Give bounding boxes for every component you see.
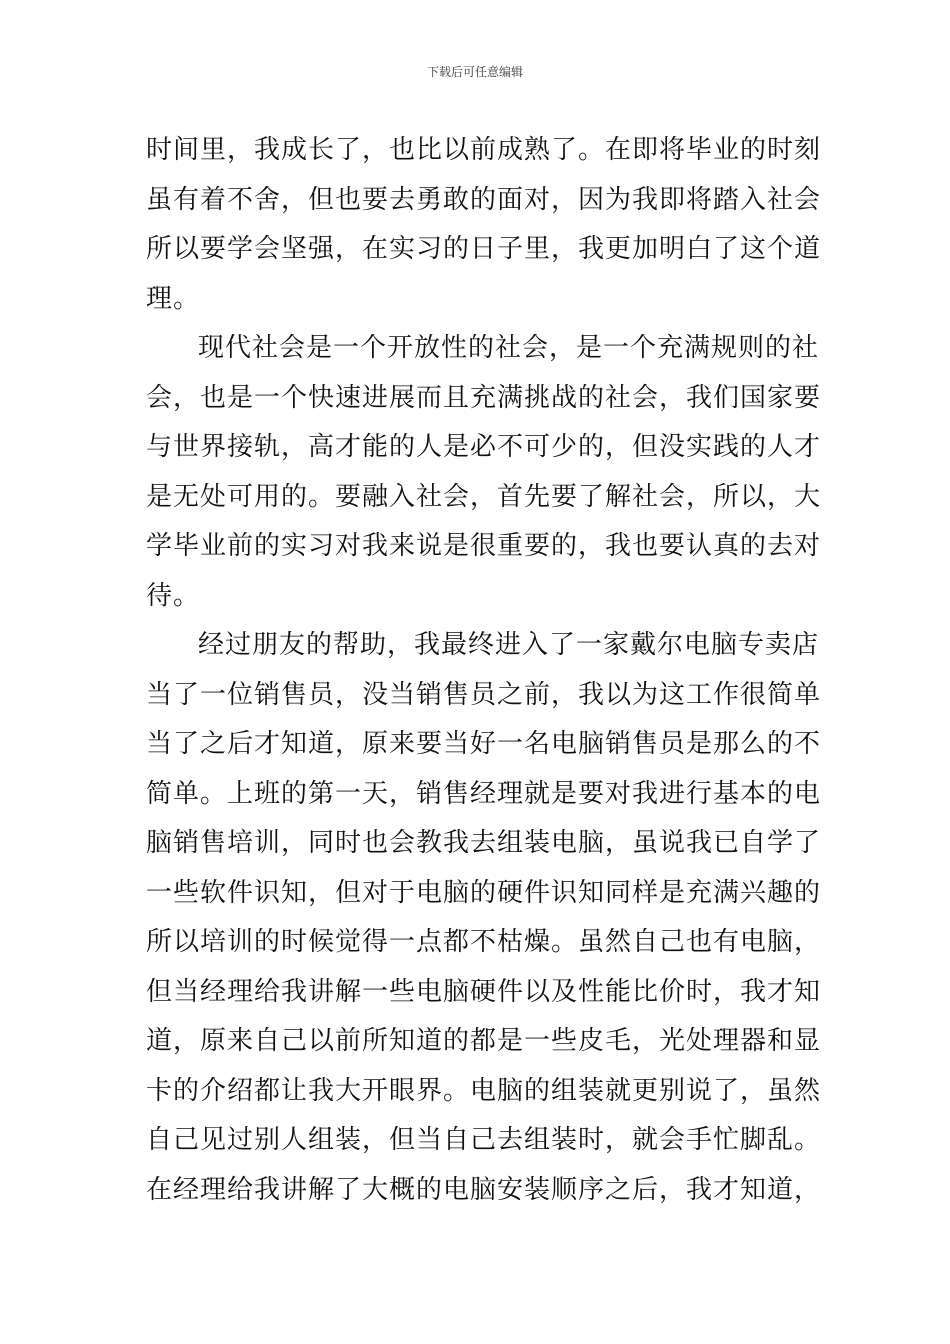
text-line: 脑销售培训，同时也会教我去组装电脑，虽说我已自学了 [146,828,822,858]
text-line: 待。 [146,580,201,611]
text-line: 在经理给我讲解了大概的电脑安装顺序之后，我才知道， [146,1174,822,1205]
text-line: 道，原来自己以前所知道的都是一些皮毛，光处理器和显 [146,1026,822,1056]
text-line: 当了一位销售员，没当销售员之前，我以为这工作很简单 [146,679,822,710]
text-line: 但当经理给我讲解一些电脑硬件以及性能比价时，我才知 [146,976,822,1007]
paragraph-first-line: 现代社会是一个开放性的社会，是一个充满规则的社 [198,333,820,363]
page-header: 下载后可任意编辑 [426,65,523,79]
text-line: 虽有着不舍，但也要去勇敢的面对，因为我即将踏入社会 [146,184,822,215]
text-line: 会，也是一个快速进展而且充满挑战的社会，我们国家要 [146,382,822,413]
text-line: 当了之后才知道，原来要当好一名电脑销售员是那么的不 [146,729,822,759]
paragraph-first-line: 经过朋友的帮助，我最终进入了一家戴尔电脑专卖店 [198,630,820,660]
text-line: 学毕业前的实习对我来说是很重要的，我也要认真的去对 [146,531,822,561]
text-line: 简单。上班的第一天，销售经理就是要对我进行基本的电 [146,778,822,809]
text-line: 所以培训的时候觉得一点都不枯燥。虽然自己也有电脑， [146,927,822,957]
body-text [146,126,822,1215]
text-line: 卡的介绍都让我大开眼界。电脑的组装就更别说了，虽然 [146,1075,822,1106]
text-line: 所以要学会坚强，在实习的日子里，我更加明白了这个道 [146,234,822,264]
text-line: 是无处可用的。要融入社会，首先要了解社会，所以，大 [146,481,822,512]
text-line: 一些软件识知，但对于电脑的硬件识知同样是充满兴趣的 [146,877,822,908]
text-line: 自己见过别人组装，但当自己去组装时，就会手忙脚乱。 [146,1125,822,1155]
text-line: 与世界接轨，高才能的人是必不可少的，但没实践的人才 [146,432,822,462]
text-line: 理。 [146,283,201,314]
text-line: 时间里，我成长了，也比以前成熟了。在即将毕业的时刻 [146,135,822,165]
